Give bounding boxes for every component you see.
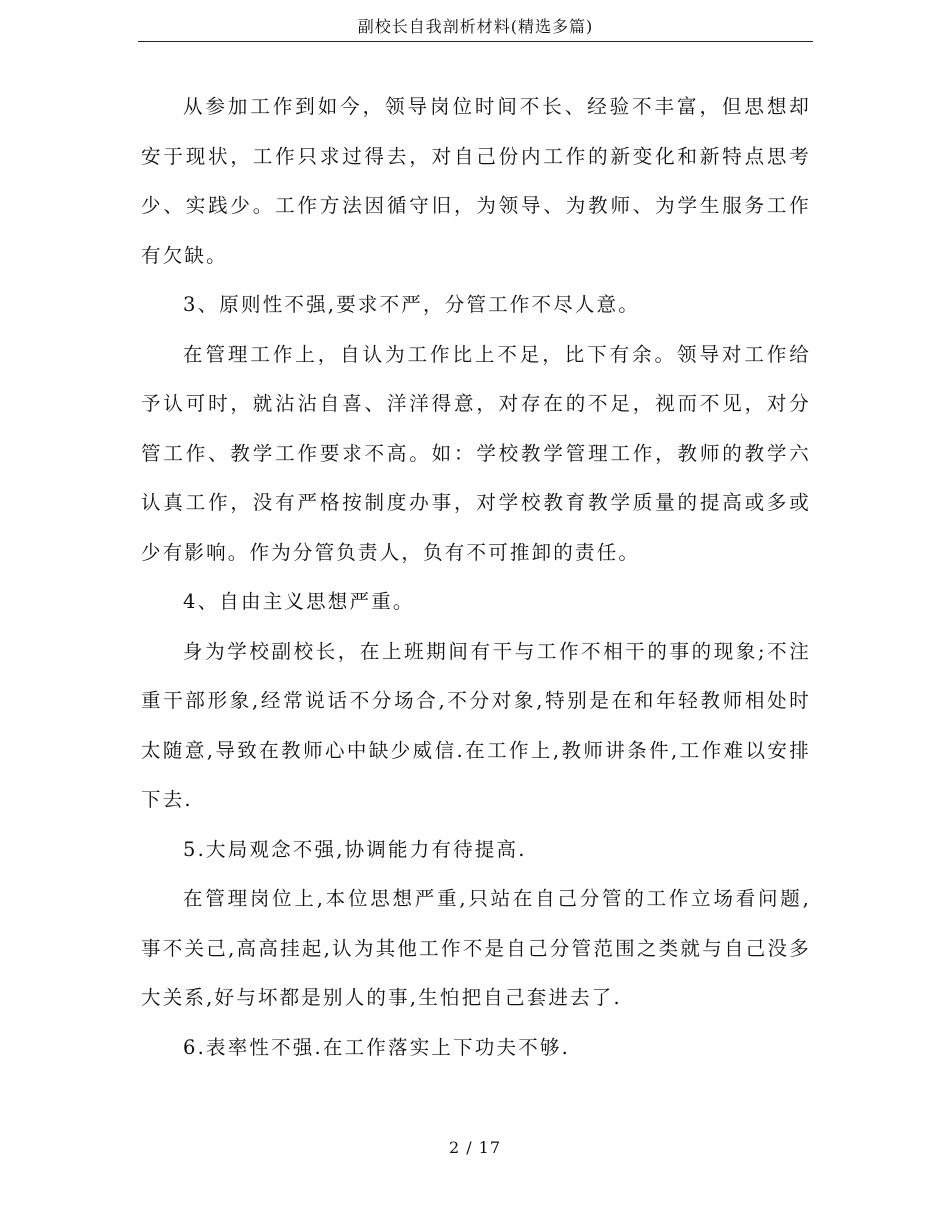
section-heading: 5.大局观念不强,协调能力有待提高. <box>183 837 527 861</box>
document-title: 副校长自我剖析材料(精选多篇) <box>357 17 594 36</box>
section-heading: 3、原则性不强,要求不严，分管工作不尽人意。 <box>183 293 641 316</box>
section-heading: 4、自由主义思想严重。 <box>183 590 415 613</box>
document-body <box>141 82 811 1072</box>
body-paragraph: 从参加工作到如今，领导岗位时间不长、经验不丰富，但思想却安于现状，工作只求过得去，对自己份内工作的新变化和新特点思考少、实践少。工作方法因循守旧，为领导、为教师、为学生服务工作有欠缺。 <box>141 95 811 267</box>
body-paragraph: 身为学校副校长，在上班期间有干与工作不相干的事的现象;不注重干部形象,经常说话不分场合,不分对象,特别是在和年轻教师相处时太随意,导致在教师心中缺少威信.在工作上,教师讲条件,工作难以安排下去. <box>141 639 811 811</box>
page-footer <box>0 1138 950 1157</box>
page-header <box>138 14 813 42</box>
body-paragraph: 在管理岗位上,本位思想严重,只站在自己分管的工作立场看问题,事不关己,高高挂起,认为其他工作不是自己分管范围之类就与自己没多大关系,好与坏都是别人的事,生怕把自己套进去了. <box>141 887 811 1009</box>
body-paragraph: 在管理工作上，自认为工作比上不足，比下有余。领导对工作给予认可时，就沾沾自喜、洋洋得意，对存在的不足，视而不见，对分管工作、教学工作要求不高。如：学校教学管理工作，教师的教学六认真工作，没有严格按制度办事，对学校教育教学质量的提高或多或少有影响。作为分管负责人，负有不可推卸的责任。 <box>141 342 811 564</box>
page-number: 2 / 17 <box>448 1138 502 1157</box>
section-heading: 6.表率性不强.在工作落实上下功夫不够. <box>183 1035 571 1059</box>
